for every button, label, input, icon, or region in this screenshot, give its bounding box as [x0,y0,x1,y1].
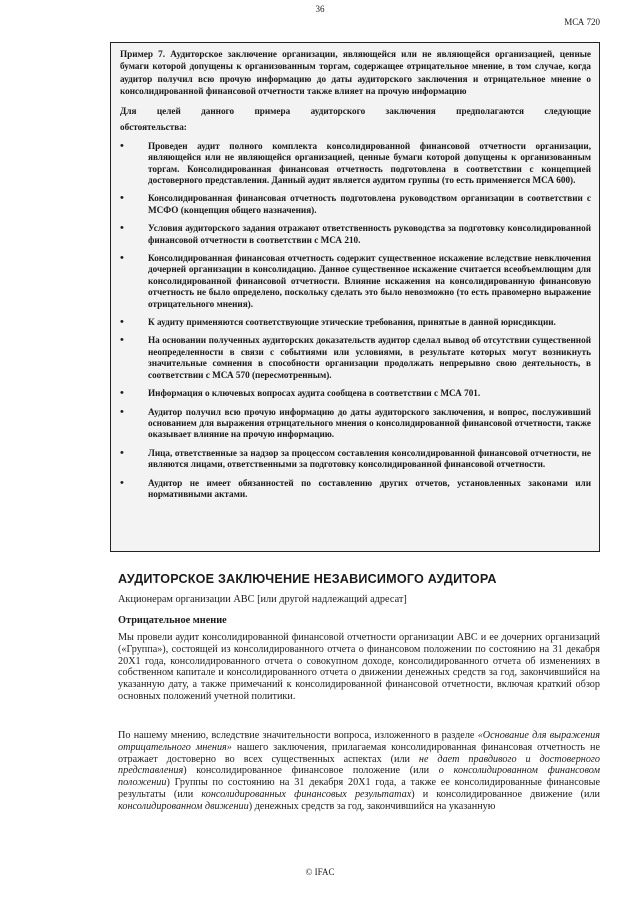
p2-text-2: нашего заключения, прилагаемая консолидированная финансовая отчетность не отражает достоверно во всех существенных аспектах (или [118,741,600,765]
p2-text-6: ) денежных средств за год, закончившийся на указанную [248,800,496,812]
condition-item: • Консолидированная финансовая отчетность содержит существенное искажение вследствие невключения дочерней организации в консолидацию. Данное существенное искажение считается всеобъемлющим для консолидированной финансовой отчетности. Влияние искажения на консолидированную финансовую отчетность не было определено, поскольку сделать это было невозможно (то есть правомерно выражение отрицательного мнения). [120,253,591,310]
condition-item: • Условия аудиторского задания отражают ответственность руководства за подготовку консолидированной финансовой отчетности в соответствии с МСА 210. [120,223,591,246]
p2-italic-3: о консолидированном финансовом положении [118,765,600,789]
example-intro-continued: обстоятельства: [120,122,187,133]
condition-item: • Проведен аудит полного комплекта консолидированной финансовой отчетности организации, являющейся или не являющейся организацией, ценные бумаги которой допущены к организованным торгам. Консолидированная финансовая отчетность подготовлена в соответствии с концепцией достоверного представления. Данный аудит является аудитом группы (то есть применяется МСА 600). [120,141,591,187]
p2-italic-2: не дает правдивого и достоверного представления [118,753,601,777]
condition-item: • Лица, ответственные за надзор за процессом составления консолидированной финансовой отчетности, не являются лицами, ответственными за подготовку консолидированной финансовой отчетности. [120,448,591,471]
p2-italic-1: «Основание для выражения отрицательного мнения» [118,730,601,753]
report-addressee: Акционерам организации ABC [или другой надлежащий адресат] [118,594,407,605]
p2-italic-4: консолидированных финансовых результатах [201,788,412,800]
condition-item: • Аудитор получил всю прочую информацию до даты аудиторского заключения, и вопрос, послуживший основанием для выражения отрицательного мнения о консолидированной финансовой отчетности, также оказывает влияние на прочую информацию. [120,407,591,441]
p2-text-3: ) консолидированное финансовое положение (или [183,765,439,777]
condition-item: • К аудиту применяются соответствующие этические требования, принятые в данной юрисдикции. [120,317,591,328]
footer-copyright: © IFAC [305,867,335,877]
condition-item: • Консолидированная финансовая отчетность подготовлена руководством организации в соответствии с МСФО (концепция общего назначения). [120,193,591,216]
page-number: 36 [315,4,325,14]
p2-text-5: ) и консолидированное движение (или [411,788,600,800]
p2-text-4: ) Группы по состоянию на 31 декабря 20X1 года, а также ее консолидированные финансовые результаты (или [118,777,600,800]
example-intro: Для целей данного примера аудиторского заключения предполагаются следующие [120,106,591,117]
example-box [110,42,600,552]
standard-code: МСА 720 [564,17,600,27]
condition-item: • На основании полученных аудиторских доказательств аудитор сделал вывод об отсутствии существенной неопределенности в связи с событиями или условиями, в результате которых могут возникнуть значительные сомнения в способности организации продолжать непрерывно свою деятельность, в соответствии с МСА 570 (пересмотренным). [120,335,591,381]
opinion-paragraph-1: Мы провели аудит консолидированной финансовой отчетности организации ABC и ее дочерних организаций («Группа»), состоящей из консолидированного отчета о финансовом положении по состоянию на 31 декабря 20X1 года, консолидированного отчета о совокупном доходе, консолидированного отчета об изменениях в собственном капитале и консолидированного отчета о движении денежных средств за год, закончившийся на указанную дату, а также примечаний к консолидированной финансовой отчетности, включая краткий обзор основных положений учетной политики. [118,632,600,702]
opinion-heading: Отрицательное мнение [118,615,227,626]
condition-item: • Аудитор не имеет обязанностей по составлению других отчетов, установленных законами или нормативными актами. [120,478,591,501]
example-title: Пример 7. Аудиторское заключение организации, являющейся или не являющейся организацией, ценные бумаги которой допущены к организованным торгам, содержащее отрицательное мнение, в том случае, когда аудитор получил всю прочую информацию до даты аудиторского заключения и отрицательное мнение о консолидированной финансовой отчетности также влияет на прочую информацию [120,49,591,96]
conditions-list [120,141,591,501]
report-heading: АУДИТОРСКОЕ ЗАКЛЮЧЕНИЕ НЕЗАВИСИМОГО АУДИТОРА [118,572,497,586]
condition-item: • Информация о ключевых вопросах аудита сообщена в соответствии с МСА 701. [120,388,591,399]
p2-italic-5: консолидированном движении [118,800,249,812]
opinion-paragraph-2 [118,730,600,813]
p2-text-1: По нашему мнению, вследствие значительности вопроса, изложенного в разделе [118,730,478,741]
